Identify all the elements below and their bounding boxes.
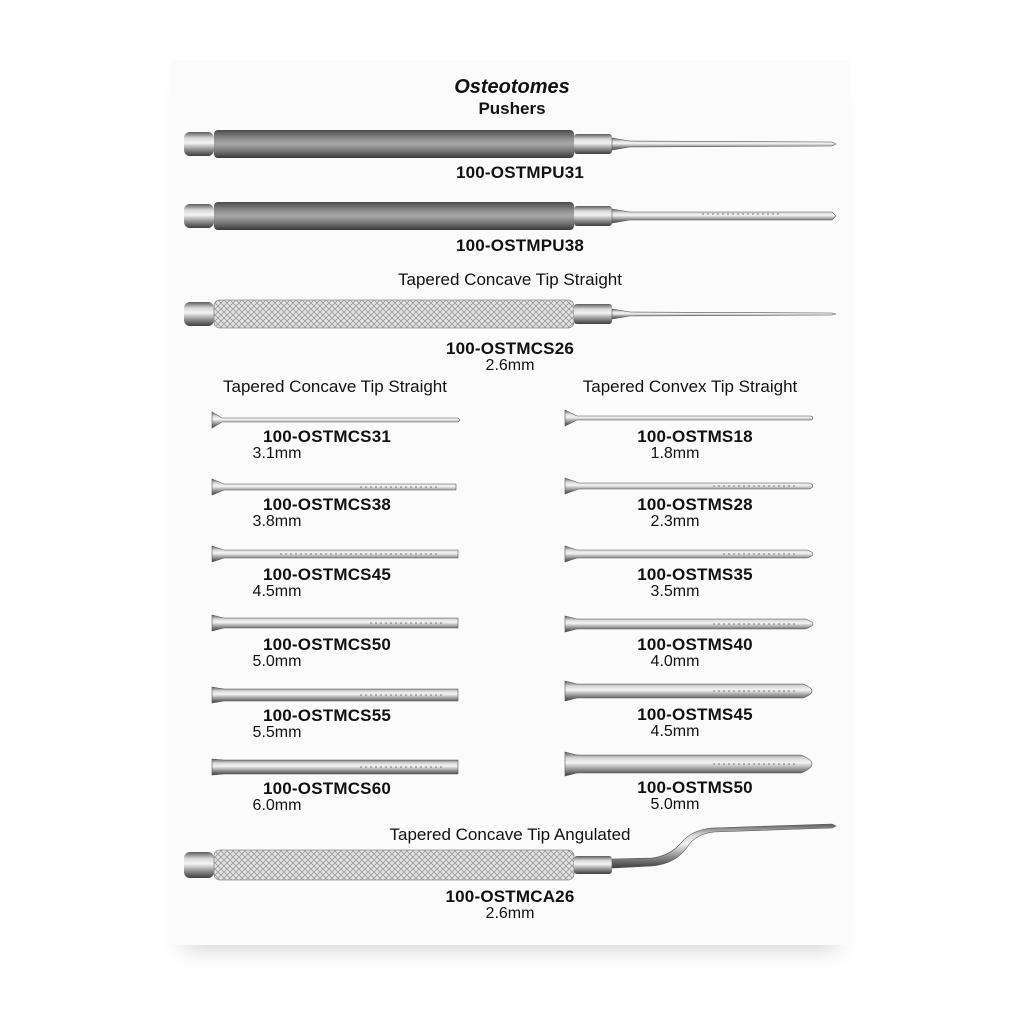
concave-tip-image — [210, 685, 462, 705]
concave-tip-size: 5.0mm — [252, 653, 302, 670]
concave-tip-code: 100-OSTMCS60 — [262, 779, 392, 798]
concave-tip-image — [210, 613, 462, 633]
concave-angulated-instrument-image — [182, 818, 842, 892]
convex-tip-image — [563, 544, 819, 564]
concave-straight-instrument-image — [182, 294, 842, 334]
convex-tip-size: 4.5mm — [650, 723, 700, 740]
section-heading-concave-angulated: Tapered Concave Tip Angulated — [389, 825, 631, 844]
concave-tip-image — [210, 477, 462, 497]
pusher-code: 100-OSTMPU31 — [455, 163, 585, 182]
convex-tip-size: 3.5mm — [650, 583, 700, 600]
concave-tip-code: 100-OSTMCS31 — [262, 427, 392, 446]
convex-tip-code: 100-OSTMS50 — [637, 778, 753, 797]
convex-tip-image — [563, 476, 819, 496]
convex-tip-code: 100-OSTMS18 — [637, 427, 753, 446]
concave-angulated-code: 100-OSTMCA26 — [445, 887, 575, 906]
convex-tip-code: 100-OSTMS35 — [637, 565, 753, 584]
concave-angulated-size: 2.6mm — [485, 905, 535, 922]
convex-tip-image — [563, 614, 819, 634]
concave-tip-code: 100-OSTMCS45 — [262, 565, 392, 584]
section-heading-concave-column: Tapered Concave Tip Straight — [223, 377, 447, 396]
convex-tip-image — [563, 750, 819, 778]
pusher-code: 100-OSTMPU38 — [455, 236, 585, 255]
concave-tip-size: 3.8mm — [252, 513, 302, 530]
concave-tip-size: 5.5mm — [252, 724, 302, 741]
concave-straight-code: 100-OSTMCS26 — [445, 339, 575, 358]
convex-tip-code: 100-OSTMS28 — [637, 495, 753, 514]
concave-tip-image — [210, 757, 462, 777]
convex-tip-image — [563, 679, 819, 703]
pusher-instrument-image — [182, 124, 842, 164]
section-heading-convex-column: Tapered Convex Tip Straight — [582, 377, 798, 396]
catalog-title: Osteotomes — [454, 76, 570, 98]
concave-tip-size: 3.1mm — [252, 445, 302, 462]
concave-tip-size: 4.5mm — [252, 583, 302, 600]
section-heading-concave-straight: Tapered Concave Tip Straight — [398, 270, 622, 289]
concave-tip-code: 100-OSTMCS50 — [262, 635, 392, 654]
concave-tip-code: 100-OSTMCS38 — [262, 495, 392, 514]
convex-tip-size: 1.8mm — [650, 445, 700, 462]
convex-tip-code: 100-OSTMS45 — [637, 705, 753, 724]
convex-tip-size: 4.0mm — [650, 653, 700, 670]
convex-tip-image — [563, 408, 819, 428]
catalog-subtitle: Pushers — [478, 99, 546, 118]
convex-tip-code: 100-OSTMS40 — [637, 635, 753, 654]
concave-tip-code: 100-OSTMCS55 — [262, 706, 392, 725]
concave-tip-image — [210, 544, 462, 564]
convex-tip-size: 2.3mm — [650, 513, 700, 530]
pusher-instrument-image — [182, 196, 842, 236]
convex-tip-size: 5.0mm — [650, 796, 700, 813]
concave-tip-size: 6.0mm — [252, 797, 302, 814]
concave-straight-size: 2.6mm — [485, 357, 535, 374]
